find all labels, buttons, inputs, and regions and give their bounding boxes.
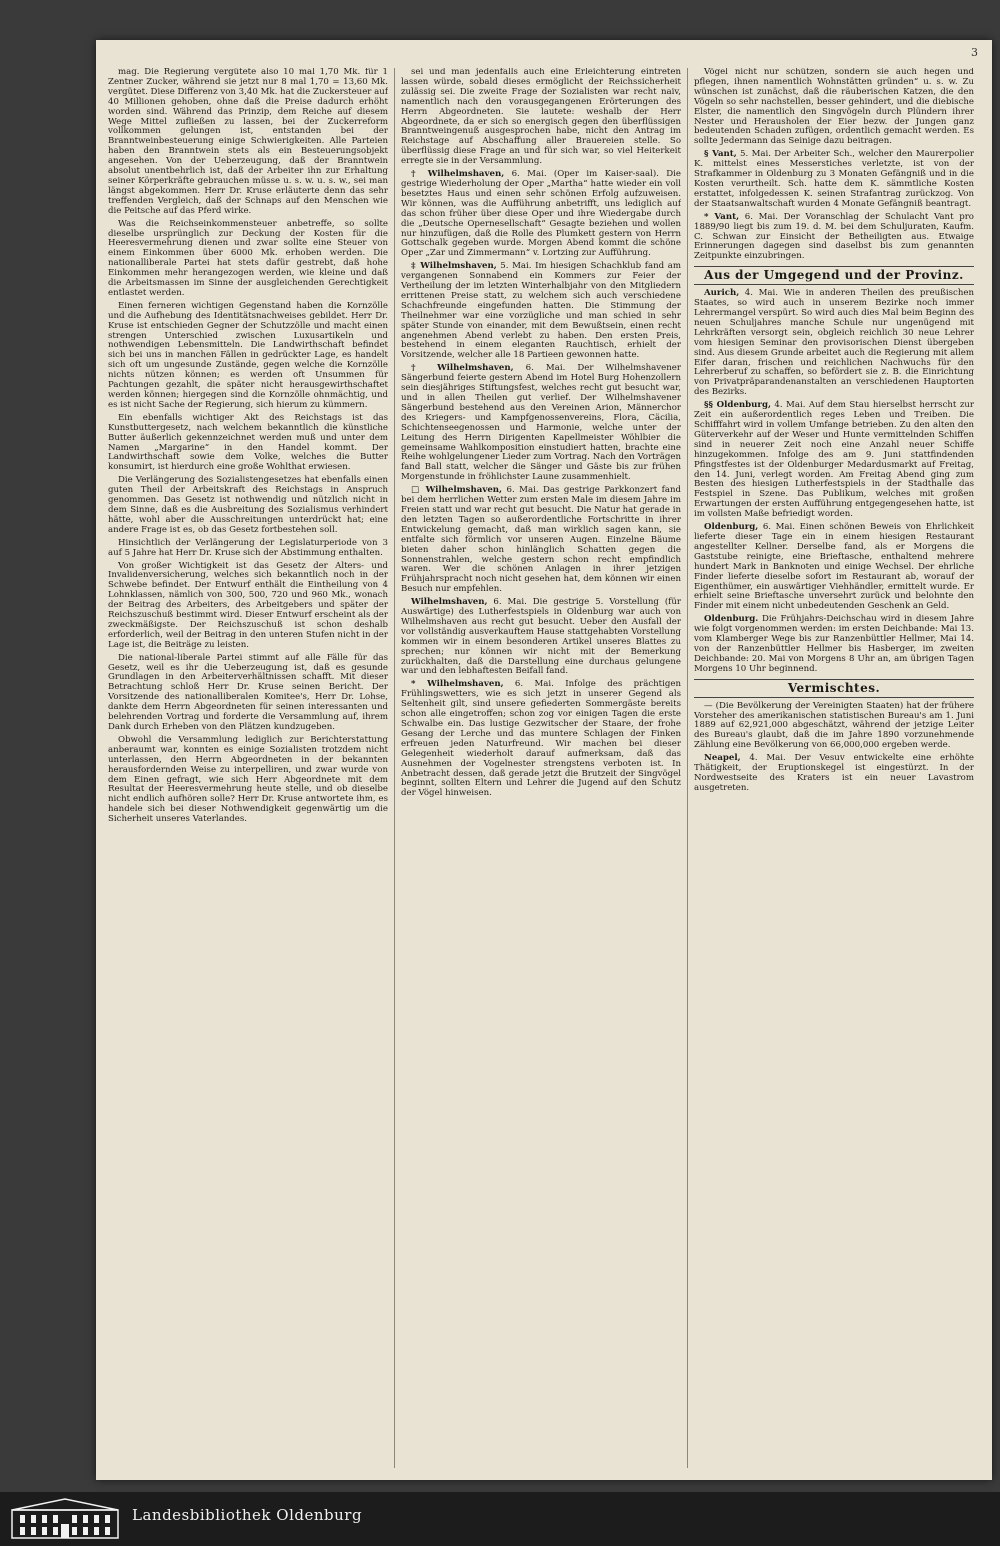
dateline: * Wilhelmshaven, <box>411 679 504 690</box>
paragraph-text: 6. Mai. Infolge des prächtigen Frühlingswetters, wie es sich jetzt in unserer Gegend als Seltenheit gilt, sind unsere gefiederten Sommergäste bereits schon alle eingetroffen; schon zog vor einigen Tagen die erste Schwalbe ein. Das lustige Gezwitscher der Staare, der frohe Gesang der Lerche und das muntere Schlagen der Finken erfreuen jeden Naturfreund. Wir machen bei dieser Gelegenheit wiederholt darauf aufmerksam, daß das Ausnehmen der Vogelnester strengstens verboten ist. In Anbetracht dessen, daß gerade jetzt die Brutzeit der Singvögel beginnt, sollten Eltern und Lehrer die Jugend auf den Schutz der Vögel hinweisen. <box>401 679 681 799</box>
article-paragraph <box>401 364 681 483</box>
paragraph-text: 4. Mai. Wie in anderen Theilen des preußischen Staates, so wird auch in unserem Bezirke noch immer Lehrermangel verspürt. So wird auch dies Mal beim Beginn des neuen Schuljahres manche Schule nur ungenügend mit Lehrkräften versorgt sein, obgleich reichlich 30 neue Lehrer vom hiesigen Seminar den provisorischen Dienst übergeben sind. Aus diesem Grunde arbeitet auch die Regierung mit allem Eifer daran, frischen und reichlichen Nachwuchs für den Lehrerberuf zu schaffen, so befördert sie z. B. die Einrichtung von Privatpräparandenanstalten an verschiedenen Hauptorten des Bezirks. <box>694 288 974 398</box>
article-paragraph <box>108 220 388 299</box>
dateline: § Vant, <box>704 149 737 160</box>
paragraph-text: mag. Die Regierung vergütete also 10 mal 1,70 Mk. für 1 Zentner Zucker, während sie jetzt nur 8 mal 1,70 = 13,60 Mk. vergütet. Diese Differenz von 3,40 Mk. hat die Zuckersteuer auf 40 Millionen gehoben, ohne daß die Preise dadurch erhöht worden sind. Während das Prinzip, dem Reiche auf diesem Wege Mittel zufließen zu lassen, bei der Zuckerreform vollkommen gelungen ist, entstanden bei der Branntweinbesteuerung einige Schwierigkeiten. Alle Parteien haben den Branntwein stets als ein Besteuerungsobjekt angesehen. Von der Ueberzeugung, daß der Branntwein absolut unentbehrlich ist, daß der Arbeiter ihn zur Erhaltung seiner Körperkräfte gebrauchen müsse u. s. w. u. s. w., sei man längst abgekommen. Herr Dr. Kruse erläuterte denn das sehr treffenden Vergleich, daß der Schnaps auf den Menschen wie die Peitsche auf das Pferd wirke. <box>108 68 388 216</box>
dateline: Neapel, <box>704 753 741 764</box>
paragraph-text: 4. Mai. Auf dem Stau hierselbst herrscht zur Zeit ein außerordentlich reges Leben und Treiben. Die Schifffahrt wird in vollem Umfange betrieben. Zu den alten den Güterverkehr auf der Weser und Hunte vermittelnden Schiffen sind in neuerer Zeit noch eine Anzahl neuer Schiffe hinzugekommen. Infolge des am 9. Juni stattfindenden Pfingstfestes ist der Oldenburger Medardusmarkt auf Freitag, den 14. Juni, verlegt worden. Am Freitag Abend ging zum Besten des hiesigen Lutherfestspiels in der Stadthalle das Festspiel in Szene. Das Publikum, welches mit großen Erwartungen der ersten Aufführung entgegengesehen hatte, ist im vollsten Maße befriedigt worden. <box>694 400 974 520</box>
article-paragraph <box>694 68 974 147</box>
article-paragraph <box>694 615 974 674</box>
newspaper-page <box>96 40 992 1480</box>
paragraph-text: Die Verlängerung des Sozialistengesetzes hat ebenfalls einen guten Theil der Arbeitskraft des Reichstags in Anspruch genommen. Das Gesetz ist nothwendig und nützlich nicht in dem Sinne, daß es die Ausbreitung des Sozialismus verhindert hätte, wohl aber die Ausschreitungen unterdrückt hat; eine andere Frage ist es, ob das Gesetz fortbestehen soll. <box>108 475 388 535</box>
library-footer <box>0 1492 1000 1546</box>
paragraph-text: Die Frühjahrs-Deichschau wird in diesem Jahre wie folgt vorgenommen werden: im ersten Deichbande: Mai 13. vom Klamberger Wege bis zur Ranzenbüttler Hellmer, Mai 14. von der Ranzenbüttler Hellmer bis Hasberger, im zweiten Deichbande: 20. Mai von Morgens 8 Uhr an, am übrigen Tagen Morgens 10 Uhr beginnend. <box>694 614 974 674</box>
paragraph-text: 6. Mai. Der Wilhelmshavener Sängerbund feierte gestern Abend im Hotel Burg Hohenzollern sein diesjähriges Stiftungsfest, welches recht gut besucht war, und in allen Theilen gut verlief. Der Wilhelmshavener Sängerbund bestehend aus den Vereinen Arion, Männerchor des Kriegers- und Kampfgenossenvereins, Flora, Cäcilia, Schichtenseegenossen und Harmonie, welche unter der Leitung des Herrn Dirigenten Kapellmeister Wöhlbier die gemeinsame Wahlkomposition einstudiert hatten, brachte eine Reihe wohlgelungener Lieder zum Vortrag. Nach den Vorträgen fand Ball statt, welcher die Sänger und Gäste bis zur frühen Morgenstunde in fröhlichster Laune zusammenhielt. <box>401 363 681 483</box>
article-paragraph <box>694 702 974 752</box>
paragraph-text: sei und man jedenfalls auch eine Erleichterung eintreten lassen würde, sobald dieses ermöglicht der Reichssicherheit zulässig sei. Die zweite Frage der Sozialisten war recht naiv, namentlich nach den vorausgegangenen Erörterungen des Herrn Abgeordneten. Sie lautete: weshalb der Herr Abgeordnete, da er sich so energisch gegen den überflüssigen Branntweingenuß ausgesprochen habe, nicht den Antrag im Reichstage auf Abschaffung aller Brauereien stelle. So überflüssig diese Frage an und für sich war, so viel Heiterkeit erregte sie in der Versammlung. <box>401 68 681 167</box>
library-building-icon <box>6 1496 124 1542</box>
article-paragraph <box>108 68 388 217</box>
article-paragraph <box>108 476 388 535</box>
text-column-2 <box>401 68 681 1468</box>
paragraph-text: 4. Mai. Der Vesuv entwickelte eine erhöhte Thätigkeit, der Eruptionskegel ist eingestürzt. In der Nordwestseite des Kraters ist ein neuer Lavastrom ausgetreten. <box>694 753 974 793</box>
paragraph-text: Von großer Wichtigkeit ist das Gesetz der Alters- und Invalidenversicherung, welches sich bekanntlich noch in der Schwebe befindet. Der Entwurf enthält die Eintheilung von 4 Lohnklassen, nämlich von 300, 500, 720 und 960 Mk., wonach der Beitrag des Arbeiters, des Arbeitgebers und später der Reichszuschuß bestimmt wird. Dieser Entwurf erscheint als der zweckmäßigste. Der Reichszuschuß ist schon deshalb erforderlich, weil der Beitrag in den unteren Stufen nicht in der Lage ist, die Beiträge zu leisten. <box>108 560 388 650</box>
article-paragraph <box>108 654 388 733</box>
paragraph-text: 6. Mai. (Oper im Kaiser-saal). Die gestrige Wiederholung der Oper „Martha“ hatte wieder ein voll besetztes Haus und einen sehr schönen Erfolg aufzuweisen. Wir können, was die Aufführung anbetrifft, uns lediglich auf das schon früher über diese Oper und ihre Wiedergabe durch die „Deutsche Opernesellschaft“ Gesagte beziehen und wollen nur hinzufügen, daß die Rolle des Plumkett gestern von Herrn Gottschalk gegeben wurde. Morgen Abend kommt die schöne Oper „Zar und Zimmermann“ v. Lortzing zur Aufführung. <box>401 169 681 259</box>
dateline: □ Wilhelmshaven, <box>411 485 503 496</box>
dateline: † Wilhelmshaven, <box>411 169 505 180</box>
dateline: Aurich, <box>704 288 740 299</box>
dateline: ‡ Wilhelmshaven, <box>411 261 497 272</box>
paragraph-text: 6. Mai. Die gestrige 5. Vorstellung (für Auswärtige) des Lutherfestspiels in Oldenburg war auch von Wilhelmshaven aus recht gut besucht. Ueber den Ausfall der vor vollständig ausverkauftem Hause stattgehabten Vorstellung kommen wir in einem besonderen Artikel unseres Blattes zu sprechen; nur können wir nicht mit der Bemerkung zurückhalten, daß die Darstellung eine durchaus gelungene war und den lebhaftesten Beifall fand. <box>401 597 681 677</box>
paragraph-text: Obwohl die Versammlung lediglich zur Berichterstattung anberaumt war, konnten es einige Sozialisten trotzdem nicht unterlassen, den Herrn Abgeordneten in der bekannten herausfordernden Weise zu interpelliren, und zwar wurde von dem Einen gefragt, wie sich Herr Abgeordnete mit dem Resultat der Heeresvermehrung heute stelle, und ob dieselbe nicht endlich aufhören solle? Herr Dr. Kruse antwortete ihm, es handele sich bei dieser Nothwendigkeit gegenwärtig um die Sicherheit unseres Vaterlandes. <box>108 734 388 825</box>
paragraph-text: Einen ferneren wichtigen Gegenstand haben die Kornzölle und die Aufhebung des Identitätsnachweises gebildet. Herr Dr. Kruse ist entschieden Gegner der Schutzzölle und macht einen strengen Unterschied zwischen Luxusartikeln und nothwendigen Lebensmitteln. Die Landwirthschaft befindet sich bei uns in manchen Fällen in gedrückter Lage, es handelt sich oft um ungesunde Zustände, gegen welche die Kornzölle nichts nützen können; es werden oft Unsummen für Pachtungen gezahlt, die später nicht herausgewirthschaftet werden können; hiergegen sind die Kornzölle ohnmächtig, und es ist nicht Sache der Regierung, sich hierum zu kümmern. <box>108 300 388 410</box>
dateline: Oldenburg. <box>704 614 759 625</box>
library-name: Landesbibliothek Oldenburg <box>132 1506 363 1524</box>
article-paragraph <box>401 68 681 167</box>
article-paragraph <box>694 213 974 263</box>
section-heading: Aus der Umgegend und der Provinz. <box>694 266 974 285</box>
paragraph-text: 5. Mai. Im hiesigen Schachklub fand am vergangenen Sonnabend ein Kommers zur Feier der Vertheilung der im letzten Winterhalbjahr von den Mitgliedern errittenen Preise statt, zu welchem sich auch verschiedene Schachfreunde eingefunden hatten. Die Stimmung der Theilnehmer war eine vorzügliche und man schied in sehr später Stunde von einander, mit dem Bewußtsein, einen recht angenehmen Abend verlebt zu haben. Den ersten Preis, bestehend in einem eleganten Rauchtisch, erhielt der Vorsitzende, welcher alle 18 Partieen gewonnen hatte. <box>401 261 681 361</box>
article-paragraph <box>694 401 974 520</box>
article-paragraph <box>108 302 388 411</box>
dateline: * Vant, <box>704 211 740 222</box>
article-paragraph <box>694 289 974 398</box>
page-number: 3 <box>971 46 978 59</box>
paragraph-text: Vögel nicht nur schützen, sondern sie auch hegen und pflegen, ihnen namentlich Wohnstätten gründen“ u. s. w. Zu wünschen ist zunächst, daß die räuberischen Katzen, die den Vögeln so sehr nachstellen, besser gehindert, und die diebische Elster, die namentlich den Singvögeln durch Plündern ihrer Nester und Herausholen der Eier bezw. der Jungen ganz bedeutenden Schaden zufügen, ordentlich gemacht werden. Es sollte Jedermann das Seinige dazu beitragen. <box>694 68 974 147</box>
article-paragraph <box>401 170 681 259</box>
section-heading: Vermischtes. <box>694 679 974 698</box>
dateline: Oldenburg, <box>704 522 759 533</box>
article-paragraph <box>401 486 681 595</box>
article-paragraph <box>401 262 681 361</box>
paragraph-text: — (Die Bevölkerung der Vereinigten Staaten) hat der frühere Vorsteher des amerikanischen statistischen Bureau's am 1. Juni 1889 auf 62,921,000 abgeschätzt, während der jetzige Leiter des Bureau's glaubt, daß die im Jahre 1890 vorzunehmende Zählung eine Bevölkerung von 66,000,000 ergeben werde. <box>694 700 974 751</box>
text-column-1 <box>108 68 388 1468</box>
dateline: Wilhelmshaven, <box>411 597 488 608</box>
article-paragraph <box>694 754 974 794</box>
article-paragraph <box>108 539 388 559</box>
paragraph-text: 5. Mai. Der Arbeiter Sch., welcher den Maurerpolier K. mittelst eines Messerstiches verletzte, ist von der Strafkammer in Oldenburg zu 3 Monaten Gefängniß und in die Kosten verurtheilt. Sch. hatte dem K. sämmtliche Kosten erstattet, infolgedessen K. seinen Strafantrag zurückzog. Von der Staatsanwaltschaft wurden 4 Monate Gefängniß beantragt. <box>694 149 974 209</box>
article-paragraph <box>108 414 388 473</box>
paragraph-text: 6. Mai. Das gestrige Parkkonzert fand bei dem herrlichen Wetter zum ersten Male im diesem Jahre im Freien statt und war recht gut besucht. Die Natur hat gerade in den letzten Tagen so außerordentliche Fortschritte in ihrer Entwickelung gemacht, daß man wirklich sagen kann, sie entfalte sich förmlich vor unseren Augen. Einzelne Bäume bieten daher schon hinlänglich Schatten gegen die Sonnenstrahlen, welche gestern schon recht empfindlich waren. Wer die schönen Anlagen in ihrer jetzigen Frühjahrspracht noch nicht gesehen hat, dem können wir einen Besuch nur empfehlen. <box>401 485 681 595</box>
paragraph-text: Was die Reichseinkommensteuer anbetreffe, so sollte dieselbe ursprünglich zur Deckung der Kosten für die Heeresvermehrung dienen und zwar sollte eine Steuer von einem Einkommen über 6000 Mk. erhoben werden. Die nationalliberale Partei hat stets dafür gestrebt, daß hohe Einkommen mehr herangezogen werden, wie kleine und daß die Arbeitsmassen im Sinne der ausgleichenden Gerechtigkeit entlastet werden. <box>108 218 388 298</box>
article-paragraph <box>401 598 681 677</box>
dateline: † Wilhelmshaven, <box>411 363 514 374</box>
article-paragraph <box>401 680 681 799</box>
article-paragraph <box>108 562 388 651</box>
dateline: §§ Oldenburg, <box>704 400 771 411</box>
column-rule <box>394 68 395 1468</box>
paragraph-text: 6. Mai. Einen schönen Beweis von Ehrlichkeit lieferte dieser Tage ein in einem hiesigen Restaurant angestellter Kellner. Derselbe fand, als er Morgens die Gaststube reinigte, eine Brieftasche, enthaltend mehrere hundert Mark in Banknoten und einige Wechsel. Der ehrliche Finder lieferte dieselbe sofort im Restaurant ab, worauf der Eigenthümer, ein auswärtiger Viehhändler, ermittelt wurde. Er erhielt seine Brieftasche unversehrt zurück und belohnte den Finder mit einem nicht unbedeutenden Geschenk an Geld. <box>694 522 974 612</box>
column-rule <box>687 68 688 1468</box>
paragraph-text: Hinsichtlich der Verlängerung der Legislaturperiode von 3 auf 5 Jahre hat Herr Dr. Kruse sich der Abstimmung enthalten. <box>108 537 388 558</box>
text-column-3 <box>694 68 974 1468</box>
paragraph-text: Ein ebenfalls wichtiger Akt des Reichstags ist das Kunstbuttergesetz, nach welchem bekanntlich die künstliche Butter äußerlich gekennzeichnet werden muß und unter dem Namen „Margarine“ in den Handel kommt. Der Landwirthschaft sowie dem Volke, welches die Butter konsumirt, ist hierdurch eine große Wohlthat erwiesen. <box>108 412 388 473</box>
article-paragraph <box>694 523 974 612</box>
paragraph-text: 6. Mai. Der Voranschlag der Schulacht Vant pro 1889/90 liegt bis zum 19. d. M. bei dem Schuljuraten, Kaufm. C. Schwan zur Einsicht der Betheiligten aus. Etwaige Erinnerungen dagegen sind daselbst bis zum genannten Zeitpunkte einzubringen. <box>694 211 974 262</box>
article-paragraph <box>694 150 974 209</box>
article-paragraph <box>108 736 388 825</box>
paragraph-text: Die national-liberale Partei stimmt auf alle Fälle für das Gesetz, weil es ihr die Ueberzeugung ist, daß es gesunde Grundlagen in den Arbeiterverhältnissen schafft. Mit dieser Betrachtung schloß Herr Dr. Kruse seinen Bericht. Der Vorsitzende des nationalliberalen Komitee's, Herr Dr. Lohse, dankte dem Herrn Abgeordneten für seinen interessanten und belehrenden Vortrag und forderte die Versammlung auf, ihrem Dank durch Erheben von den Plätzen kundzugeben. <box>108 652 388 732</box>
